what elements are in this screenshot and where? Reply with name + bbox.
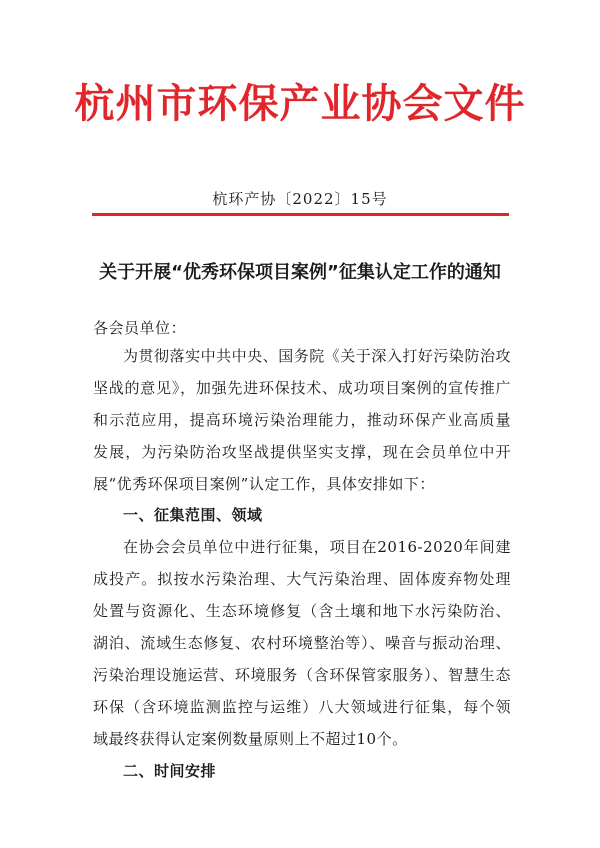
document-number: 杭环产协〔2022〕15号 — [212, 190, 388, 208]
intro-paragraph: 为贯彻落实中共中央、国务院《关于深入打好污染防治攻坚战的意见》，加强先进环保技术、成功项目案例的宣传推广和示范应用，提高环境污染治理能力，推动环保产业高质量发展，为污染防治攻坚战提供坚实支撑，现在会员单位中开展“优秀环保项目案例”认定工作，具体安排如下： — [93, 347, 511, 493]
salutation: 各会员单位： — [93, 319, 187, 337]
document-header-title: 杭州市环保产业协会文件 — [74, 80, 526, 127]
notice-title: 关于开展“优秀环保项目案例”征集认定工作的通知 — [99, 262, 501, 283]
header-red-divider — [92, 213, 509, 216]
scope-paragraph: 在协会会员单位中进行征集，项目在2016-2020年间建成投产。拟按水污染治理、大气污染治理、固体废弃物处理处置与资源化、生态环境修复（含土壤和地下水污染防治、湖泊、流域生态修复、农村环境整治等）、噪音与振动治理、污染治理设施运营、环境服务（含环保管家服务）、智慧生态环保（含环境监测监控与运维）八大领域进行征集，每个领域最终获得认定案例数量原则上不超过10个。 — [93, 538, 511, 748]
section-heading-schedule: 二、时间安排 — [123, 762, 217, 780]
section-heading-scope: 一、征集范围、领域 — [123, 506, 263, 524]
